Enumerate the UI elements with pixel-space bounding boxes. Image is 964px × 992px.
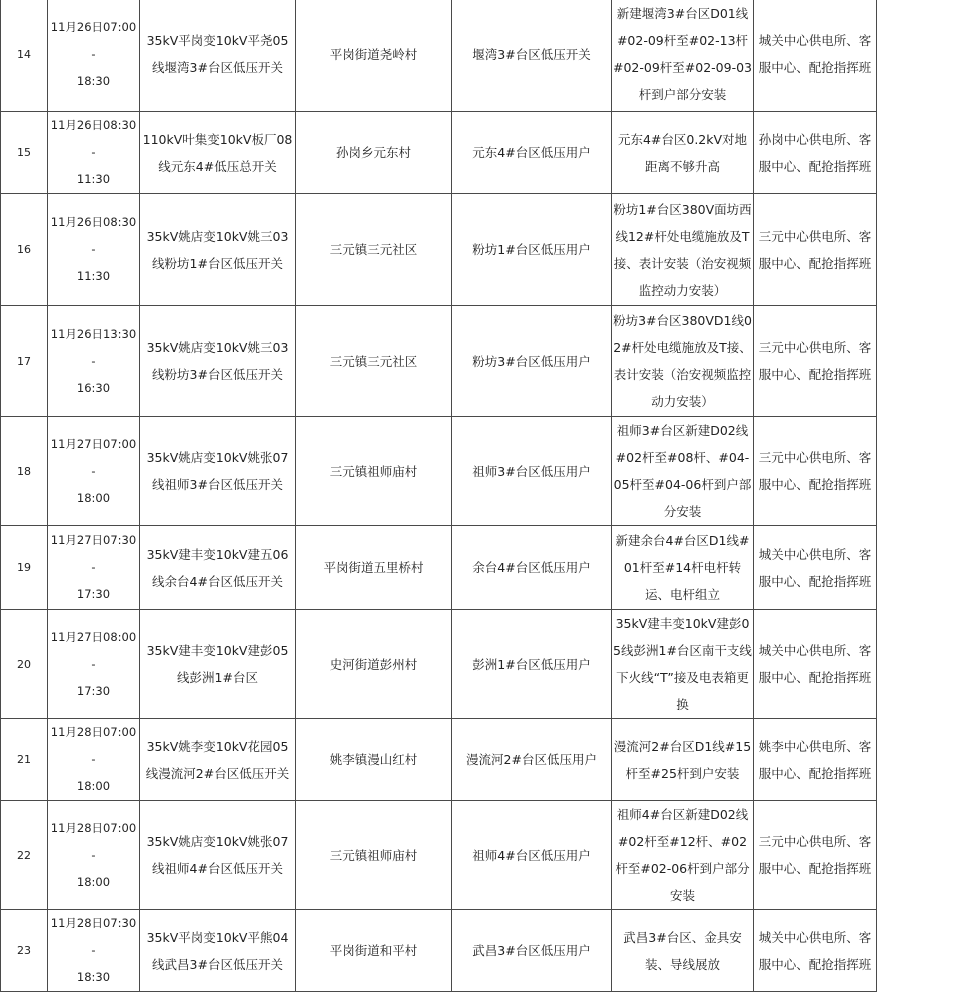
work-content: 祖师3#台区新建D02线#02杆至#08杆、#04-05杆至#04-06杆到户部分安装 <box>612 417 754 526</box>
responsible-unit: 城关中心供电所、客服中心、配抢指挥班 <box>754 526 877 610</box>
affected-area: 堰湾3#台区低压开关 <box>452 0 612 112</box>
affected-area: 漫流河2#台区低压用户 <box>452 719 612 801</box>
outage-time <box>48 417 140 526</box>
row-number: 14 <box>1 0 48 112</box>
outage-time <box>48 801 140 910</box>
line-switch: 35kV姚店变10kV姚三03线粉坊3#台区低压开关 <box>140 306 296 417</box>
village: 史河街道彭州村 <box>296 610 452 719</box>
table-row <box>1 0 877 112</box>
time-start: 11月27日08:00- <box>50 629 137 671</box>
village: 平岗街道和平村 <box>296 910 452 992</box>
outage-time <box>48 194 140 306</box>
table-row <box>1 801 877 910</box>
table-row <box>1 610 877 719</box>
outage-time <box>48 610 140 719</box>
table-row <box>1 719 877 801</box>
time-start: 11月28日07:00- <box>50 725 137 766</box>
row-number: 18 <box>1 417 48 526</box>
outage-time <box>48 0 140 112</box>
table-row <box>1 112 877 194</box>
line-switch: 35kV平岗变10kV平熊04线武昌3#台区低压开关 <box>140 910 296 992</box>
village: 三元镇三元社区 <box>296 194 452 306</box>
affected-area: 粉坊3#台区低压用户 <box>452 306 612 417</box>
time-start: 11月28日07:30- <box>50 916 137 957</box>
line-switch: 35kV建丰变10kV建五06线余台4#台区低压开关 <box>140 526 296 610</box>
affected-area: 余台4#台区低压用户 <box>452 526 612 610</box>
row-number: 20 <box>1 610 48 719</box>
outage-time <box>48 526 140 610</box>
row-number: 15 <box>1 112 48 194</box>
village: 三元镇祖师庙村 <box>296 417 452 526</box>
village: 孙岗乡元东村 <box>296 112 452 194</box>
affected-area: 彭洲1#台区低压用户 <box>452 610 612 719</box>
village: 平岗街道尧岭村 <box>296 0 452 112</box>
row-number: 17 <box>1 306 48 417</box>
table-row <box>1 194 877 306</box>
responsible-unit: 三元中心供电所、客服中心、配抢指挥班 <box>754 801 877 910</box>
responsible-unit: 姚李中心供电所、客服中心、配抢指挥班 <box>754 719 877 801</box>
time-end: 17:30 <box>76 683 111 698</box>
time-end: 18:30 <box>76 73 111 88</box>
time-end: 18:30 <box>76 970 111 984</box>
work-content: 新建堰湾3#台区D01线#02-09杆至#02-13杆#02-09杆至#02-09-03杆到户部分安装 <box>612 0 754 112</box>
affected-area: 祖师4#台区低压用户 <box>452 801 612 910</box>
time-end: 17:30 <box>76 587 111 601</box>
outage-time <box>48 112 140 194</box>
table-row <box>1 910 877 992</box>
time-start: 11月27日07:30- <box>50 533 137 574</box>
outage-time <box>48 306 140 417</box>
responsible-unit: 城关中心供电所、客服中心、配抢指挥班 <box>754 610 877 719</box>
table-row <box>1 417 877 526</box>
responsible-unit: 城关中心供电所、客服中心、配抢指挥班 <box>754 0 877 112</box>
time-end: 18:00 <box>76 490 111 505</box>
work-content: 祖师4#台区新建D02线#02杆至#12杆、#02杆至#02-06杆到户部分安装 <box>612 801 754 910</box>
outage-time <box>48 719 140 801</box>
time-start: 11月26日08:30- <box>50 118 137 159</box>
work-content: 漫流河2#台区D1线#15杆至#25杆到户安装 <box>612 719 754 801</box>
responsible-unit: 三元中心供电所、客服中心、配抢指挥班 <box>754 194 877 306</box>
line-switch: 35kV姚店变10kV姚张07线祖师3#台区低压开关 <box>140 417 296 526</box>
row-number: 21 <box>1 719 48 801</box>
table-row <box>1 306 877 417</box>
village: 三元镇三元社区 <box>296 306 452 417</box>
village: 三元镇祖师庙村 <box>296 801 452 910</box>
row-number: 22 <box>1 801 48 910</box>
work-content: 粉坊1#台区380V面坊西线12#杆处电缆施放及T接、表计安装（治安视频监控动力安装） <box>612 194 754 306</box>
responsible-unit: 三元中心供电所、客服中心、配抢指挥班 <box>754 306 877 417</box>
affected-area: 武昌3#台区低压用户 <box>452 910 612 992</box>
time-end: 18:00 <box>76 874 111 889</box>
responsible-unit: 孙岗中心供电所、客服中心、配抢指挥班 <box>754 112 877 194</box>
table-row <box>1 526 877 610</box>
row-number: 16 <box>1 194 48 306</box>
time-start: 11月26日08:30- <box>50 215 137 256</box>
line-switch: 35kV姚李变10kV花园05线漫流河2#台区低压开关 <box>140 719 296 801</box>
line-switch: 35kV姚店变10kV姚三03线粉坊1#台区低压开关 <box>140 194 296 306</box>
work-content: 新建余台4#台区D1线#01杆至#14杆电杆转运、电杆组立 <box>612 526 754 610</box>
time-start: 11月26日13:30- <box>50 326 137 368</box>
responsible-unit: 城关中心供电所、客服中心、配抢指挥班 <box>754 910 877 992</box>
line-switch: 35kV建丰变10kV建彭05线彭洲1#台区 <box>140 610 296 719</box>
line-switch: 35kV平岗变10kV平尧05线堰湾3#台区低压开关 <box>140 0 296 112</box>
time-end: 18:00 <box>76 779 111 793</box>
line-switch: 35kV姚店变10kV姚张07线祖师4#台区低压开关 <box>140 801 296 910</box>
time-start: 11月27日07:00- <box>50 436 137 478</box>
time-start: 11月28日07:00- <box>50 820 137 862</box>
responsible-unit: 三元中心供电所、客服中心、配抢指挥班 <box>754 417 877 526</box>
row-number: 19 <box>1 526 48 610</box>
work-content: 武昌3#台区、金具安装、导线展放 <box>612 910 754 992</box>
page-margin <box>932 0 964 843</box>
affected-area: 元东4#台区低压用户 <box>452 112 612 194</box>
village: 平岗街道五里桥村 <box>296 526 452 610</box>
line-switch: 110kV叶集变10kV板厂08线元东4#低压总开关 <box>140 112 296 194</box>
affected-area: 粉坊1#台区低压用户 <box>452 194 612 306</box>
row-number: 23 <box>1 910 48 992</box>
time-end: 11:30 <box>76 269 111 283</box>
time-end: 11:30 <box>76 172 111 186</box>
time-start: 11月26日07:00- <box>50 19 137 61</box>
work-content: 元东4#台区0.2kV对地距离不够升高 <box>612 112 754 194</box>
outage-time <box>48 910 140 992</box>
affected-area: 祖师3#台区低压用户 <box>452 417 612 526</box>
time-end: 16:30 <box>76 380 111 395</box>
work-content: 35kV建丰变10kV建彭05线彭洲1#台区南干支线下火线“T”接及电表箱更换 <box>612 610 754 719</box>
work-content: 粉坊3#台区380VD1线02#杆处电缆施放及T接、表计安装（治安视频监控动力安装） <box>612 306 754 417</box>
village: 姚李镇漫山红村 <box>296 719 452 801</box>
